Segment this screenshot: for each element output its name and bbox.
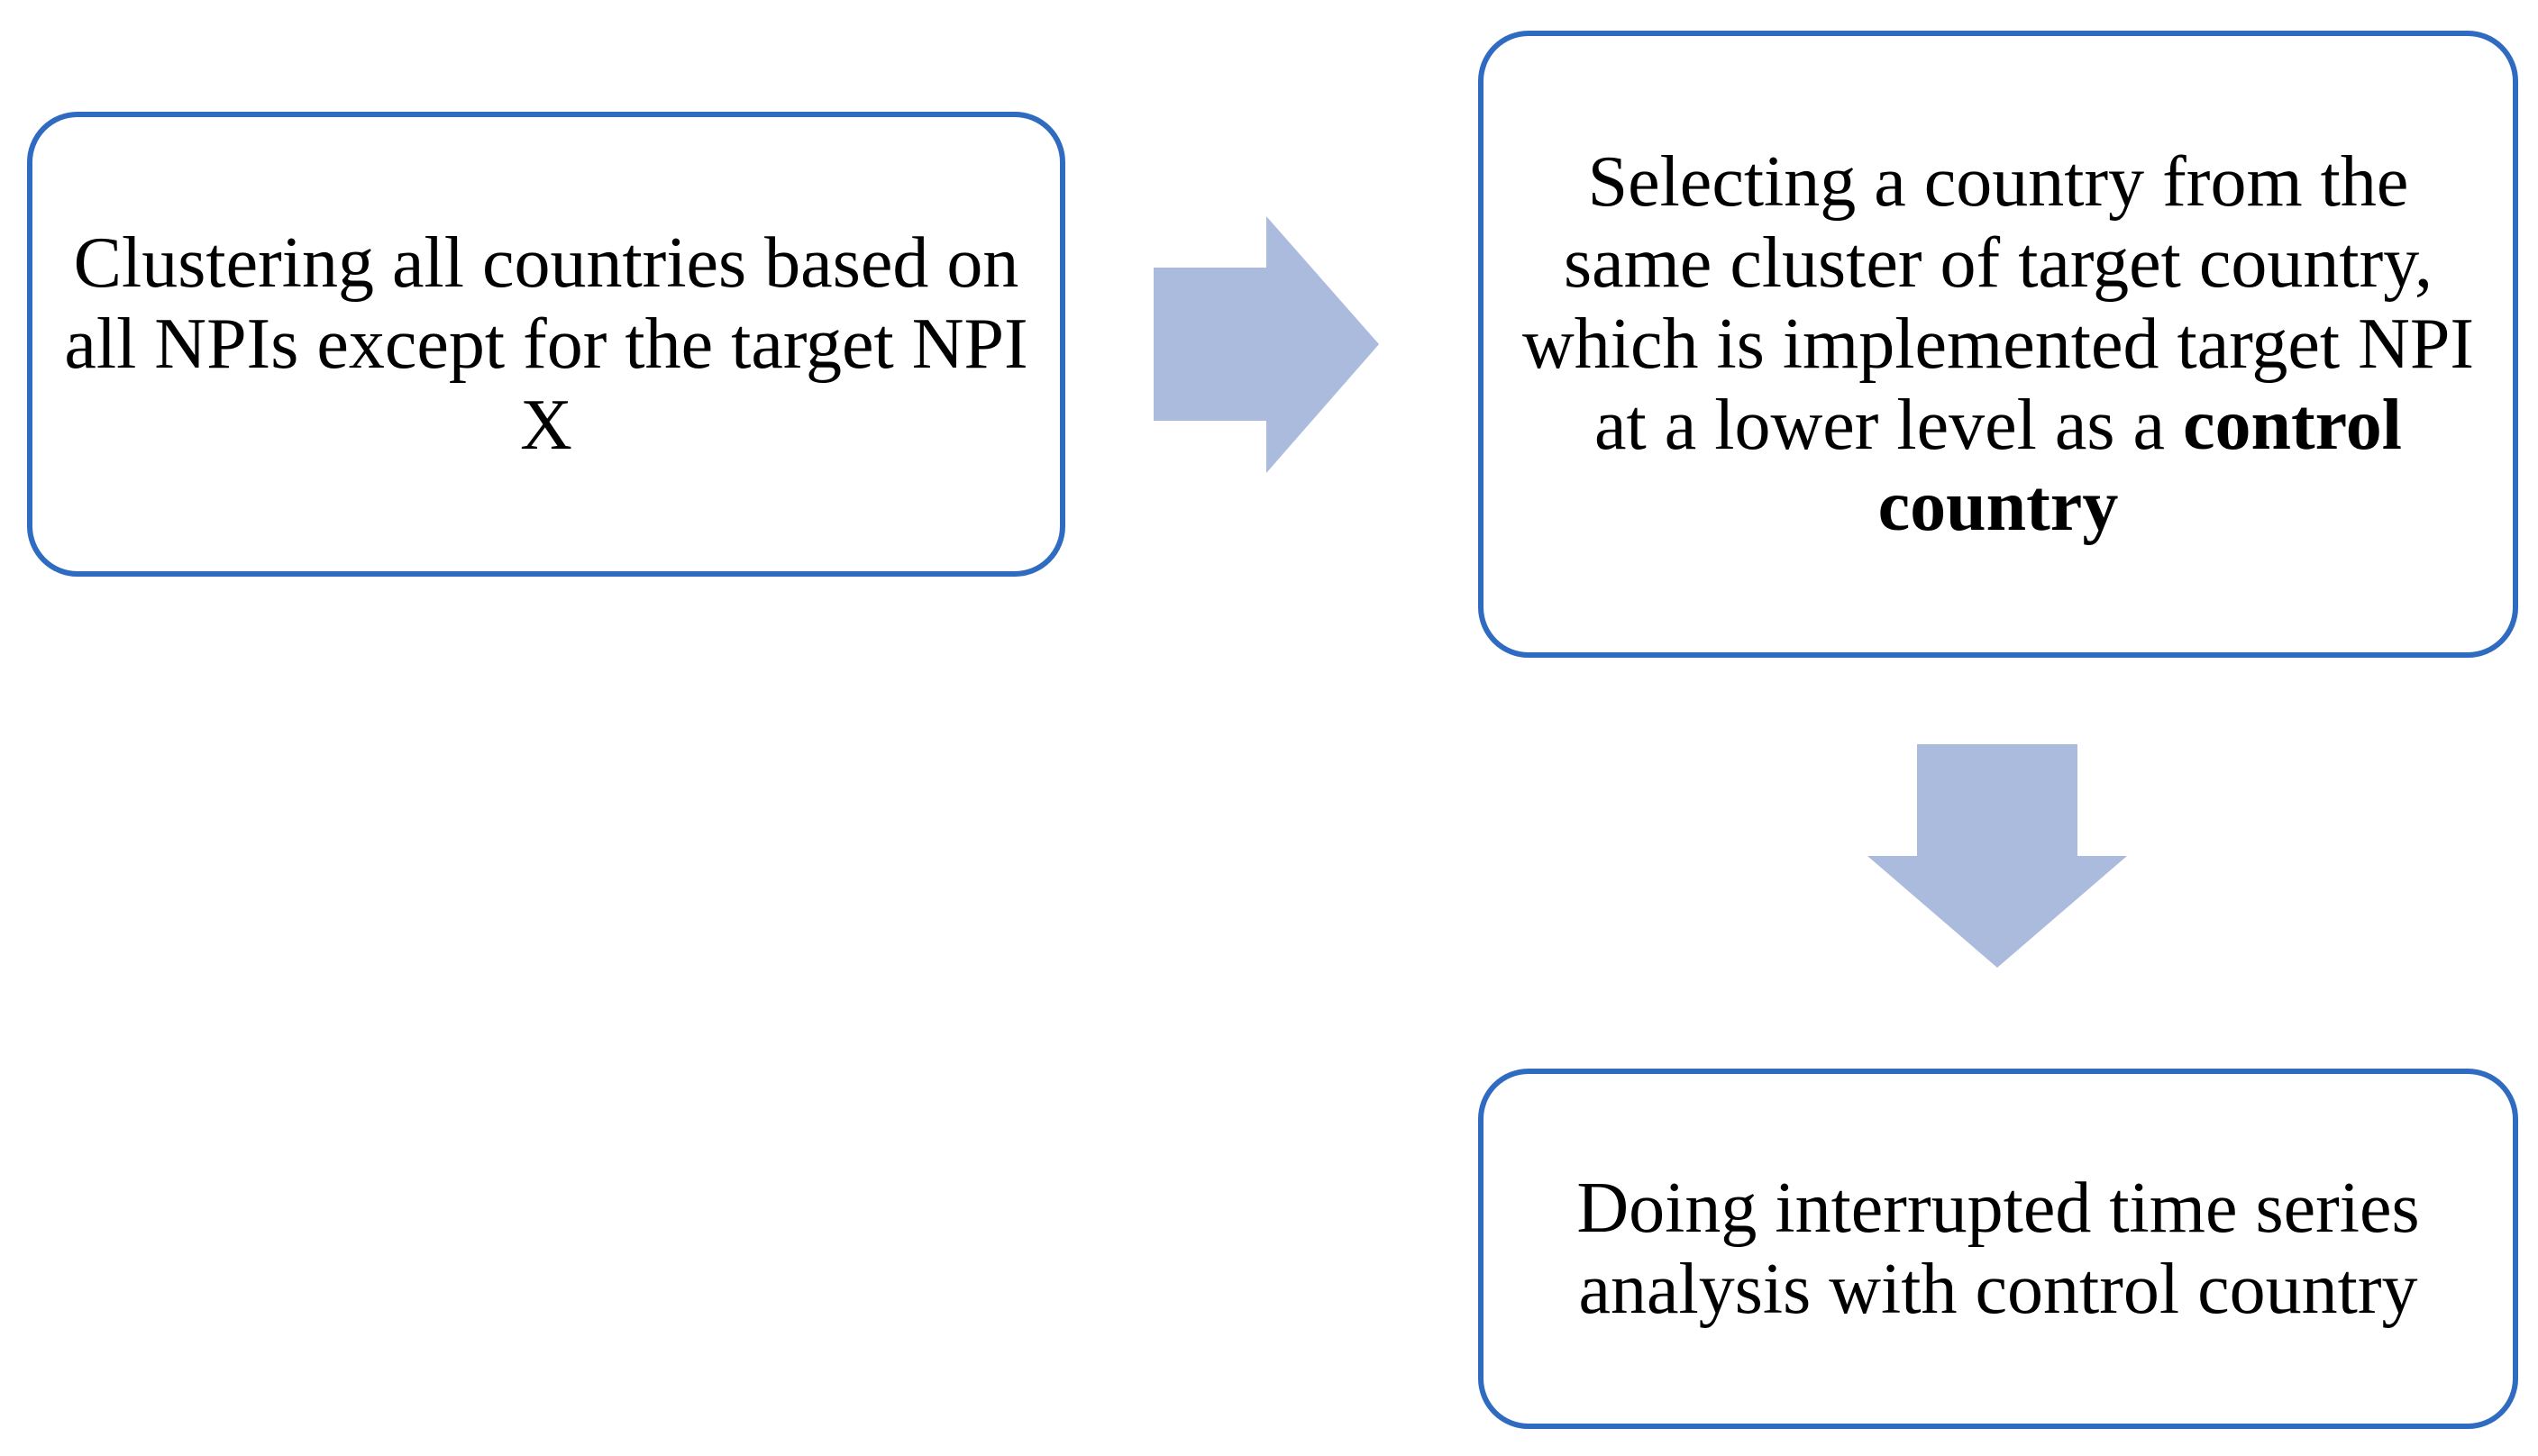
step-2-text-bold: control country — [1877, 386, 2402, 546]
step-1-box — [27, 112, 1065, 577]
step-1-text: Clustering all countries based on all NPIs except for the target NPI X — [64, 223, 1028, 465]
down-arrow-icon — [1867, 744, 2127, 968]
step-2-box — [1478, 31, 2518, 658]
step-3-box — [1478, 1069, 2518, 1429]
step-2-text — [1511, 141, 2486, 547]
right-arrow-icon — [1154, 216, 1379, 473]
step-2-text-plain: Selecting a country from the same cluster of target country, which is implemented target NPI at a lower level as a — [1521, 142, 2475, 465]
step-3-text: Doing interrupted time series analysis with control country — [1576, 1169, 2420, 1329]
